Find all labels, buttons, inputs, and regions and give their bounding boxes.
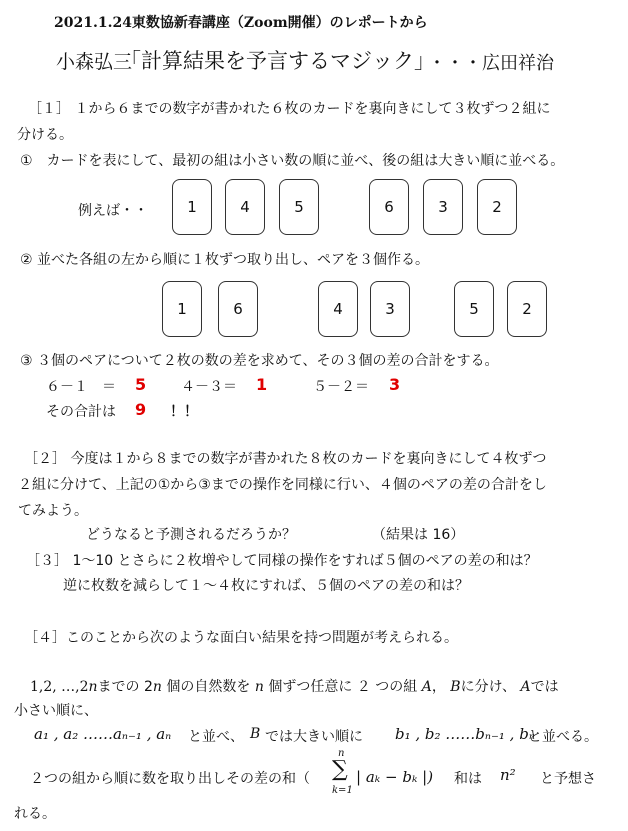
sum-sigma: ∑ [332,757,348,782]
example-label: 例えば・・ [78,203,148,219]
page-title: 「計算結果を予言するマジック」 [120,49,435,73]
card: 4 [225,179,265,235]
calc-value: 5 [135,375,147,394]
math-var: A [421,679,432,695]
math-text: と並べ、 [188,729,244,745]
math-text: と予想さ [540,771,596,787]
s3-line-1: ［３］ 1～10 とさらに２枚増やして同様の操作をすれば５個のペアの差の和は？ [26,553,538,569]
card: 4 [318,281,358,337]
header: 2021.1.24東数協新春講座（Zoom開催）のレポートから [54,15,428,31]
s3-line-2: 逆に枚数を減らして１～４枚にすれば、５個のペアの差の和は？ [63,578,469,594]
calc-expr: ６－１ ＝ [46,379,116,395]
card: 2 [477,179,517,235]
math-para-2: 小さい順に、 [14,703,98,719]
math-text: 個ずつ任意に ２ つの組 [263,679,422,695]
math-para-5: れる。 [14,806,56,822]
math-text: ， [431,679,451,695]
calc-value: 1 [256,375,268,394]
card: 6 [369,179,409,235]
s2-line-1: ［２］ 今度は１から８までの数字が書かれた８枚のカードを裏向きにして４枚ずつ [24,451,547,467]
sum-upper: n [338,748,345,759]
s2-answer: （結果は 16） [372,527,465,543]
card: 3 [423,179,463,235]
s1-step-3: ③ ３個のペアについて２枚の数の差を求めて、その３個の差の合計をする。 [20,353,499,369]
card: 3 [370,281,410,337]
sequence-b: b₁ , b₂ ……bₙ₋₁ , bₙ [395,725,535,743]
s2-line-3: てみよう。 [18,503,88,519]
card: 5 [454,281,494,337]
total-value: 9 [135,400,147,419]
total-label: その合計は [46,404,116,420]
math-var: B [450,679,461,695]
math-text: に分け、 [460,679,521,695]
calc-expr: ５－２＝ [313,379,369,395]
math-text: 和は [454,771,482,787]
card: 2 [507,281,547,337]
card: 1 [172,179,212,235]
n-squared: n² [500,766,516,784]
card: 6 [218,281,258,337]
math-text: までの 2 [97,679,153,695]
math-text: と並べる。 [528,729,598,745]
math-var: A [520,679,531,695]
sum-body: | aₖ − bₖ |) [356,768,434,786]
total-mark: ！！ [170,404,198,420]
s1-step-2: ② 並べた各組の左から順に１枚ずつ取り出し、ペアを３個作る。 [20,252,429,268]
math-text: では大きい順に [265,729,363,745]
s2-question: どうなると予測されるだろうか？ [86,527,296,543]
math-text: 個の自然数を [161,679,255,695]
math-var: n [152,679,162,695]
card: 1 [162,281,202,337]
calc-expr: ４－３＝ [181,379,237,395]
s2-line-2: ２組に分けて、上記の①から③までの操作を同様に行い、４個のペアの差の合計をし [18,477,547,493]
math-var: B [250,726,261,742]
math-para-4: ２つの組から順に数を取り出しその差の和（ [30,771,310,787]
math-text: では [530,679,559,695]
sequence-a: a₁ , a₂ ……aₙ₋₁ , aₙ [34,725,172,743]
math-text: 1,2, …,2 [30,679,89,695]
math-var: n [88,679,98,695]
sum-lower: k=1 [332,785,353,796]
reporter: ・・・広田祥治 [428,53,554,74]
s1-intro-2: 分ける。 [17,127,73,143]
card: 5 [279,179,319,235]
math-var: n [254,679,264,695]
s1-intro-1: ［１］ １から６までの数字が書かれた６枚のカードを裏向きにして３枚ずつ２組に [28,101,551,117]
math-para-1 [30,676,559,696]
calc-value: 3 [389,375,401,394]
author: 小森弘三 [56,51,133,73]
s4-line-1: ［４］このことから次のような面白い結果を持つ問題が考えられる。 [24,630,458,646]
s1-step-1: ① カードを表にして、最初の組は小さい数の順に並べ、後の組は大きい順に並べる。 [20,153,565,169]
